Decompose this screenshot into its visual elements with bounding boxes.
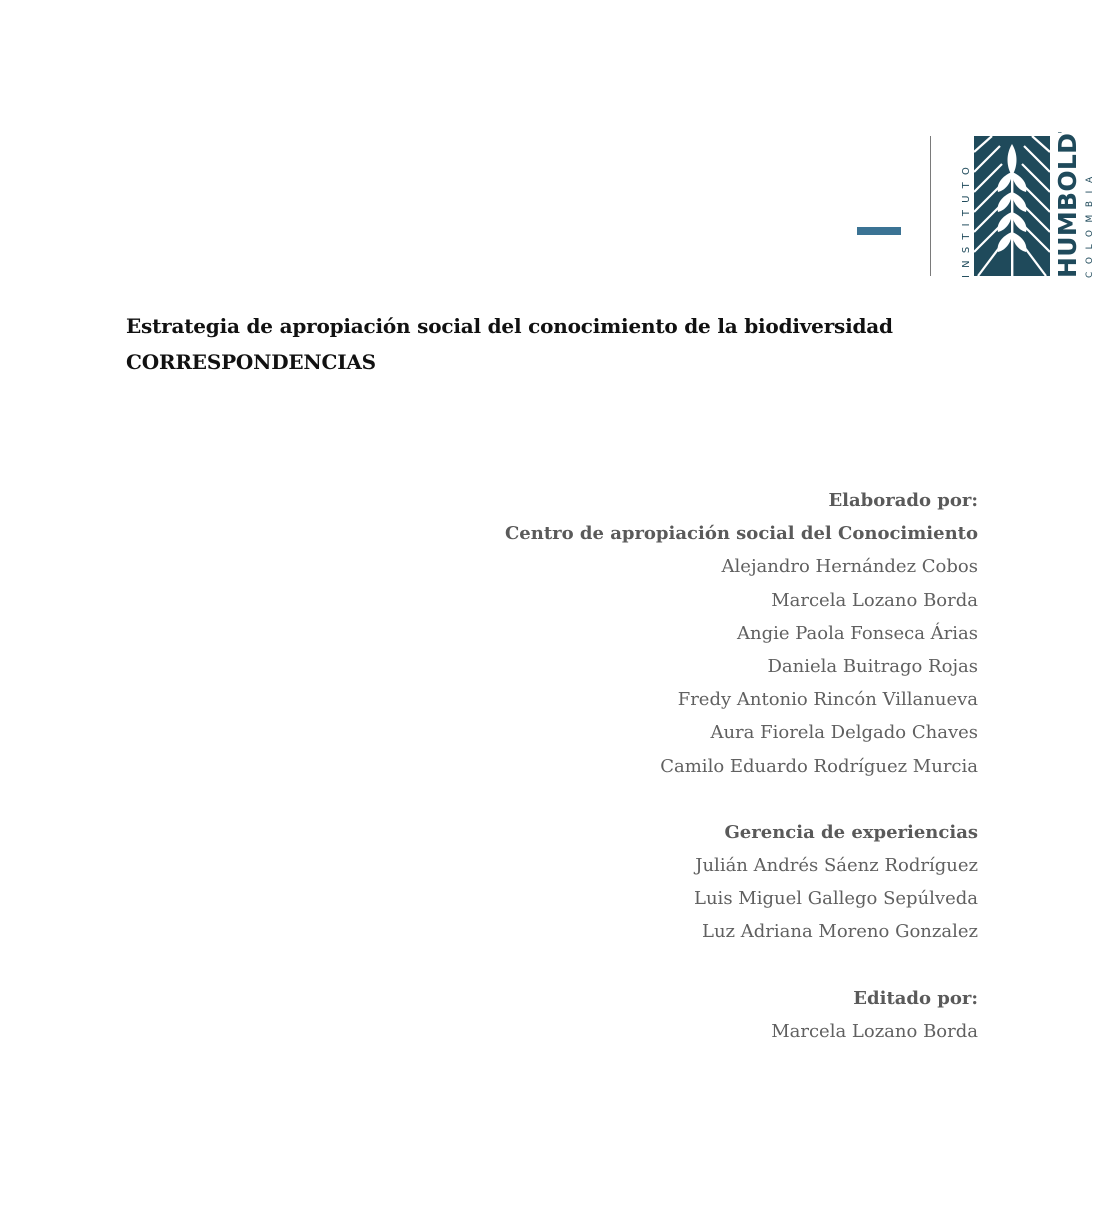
section-spacer bbox=[378, 783, 978, 816]
elaborado-name: Marcela Lozano Borda bbox=[771, 589, 978, 611]
accent-bar bbox=[857, 227, 901, 235]
title-line-1: Estrategia de apropiación social del conocimiento de la biodiversidad bbox=[126, 314, 893, 338]
document-title bbox=[126, 308, 946, 380]
gerencia-name: Luis Miguel Gallego Sepúlveda bbox=[694, 888, 978, 910]
header-divider bbox=[930, 136, 931, 276]
gerencia-name: Julián Andrés Sáenz Rodríguez bbox=[695, 855, 978, 877]
section-spacer bbox=[378, 949, 978, 982]
credits-section bbox=[378, 484, 978, 1048]
elaborado-name: Daniela Buitrago Rojas bbox=[767, 655, 978, 677]
elaborado-name: Alejandro Hernández Cobos bbox=[721, 556, 978, 578]
leaf-emblem-icon bbox=[974, 136, 1050, 276]
gerencia-heading: Gerencia de experiencias bbox=[724, 821, 978, 843]
humboldt-logo bbox=[952, 132, 1098, 280]
elaborado-name: Aura Fiorela Delgado Chaves bbox=[710, 722, 978, 744]
editado-heading: Editado por: bbox=[853, 987, 978, 1009]
elaborado-unit: Centro de apropiación social del Conocimiento bbox=[504, 523, 978, 545]
logo-colombia-text: COLOMBIA bbox=[1085, 169, 1095, 278]
logo-instituto-text: INSTITUTO bbox=[961, 159, 972, 278]
elaborado-name: Camilo Eduardo Rodríguez Murcia bbox=[660, 755, 978, 777]
elaborado-name: Fredy Antonio Rincón Villanueva bbox=[677, 689, 978, 711]
editado-name: Marcela Lozano Borda bbox=[771, 1021, 978, 1042]
logo-humboldt-text: HUMBOLDT bbox=[1053, 132, 1082, 278]
elaborado-name: Angie Paola Fonseca Árias bbox=[736, 622, 978, 644]
title-line-2: CORRESPONDENCIAS bbox=[126, 350, 376, 374]
elaborado-heading: Elaborado por: bbox=[828, 490, 978, 511]
gerencia-name: Luz Adriana Moreno Gonzalez bbox=[701, 921, 978, 943]
